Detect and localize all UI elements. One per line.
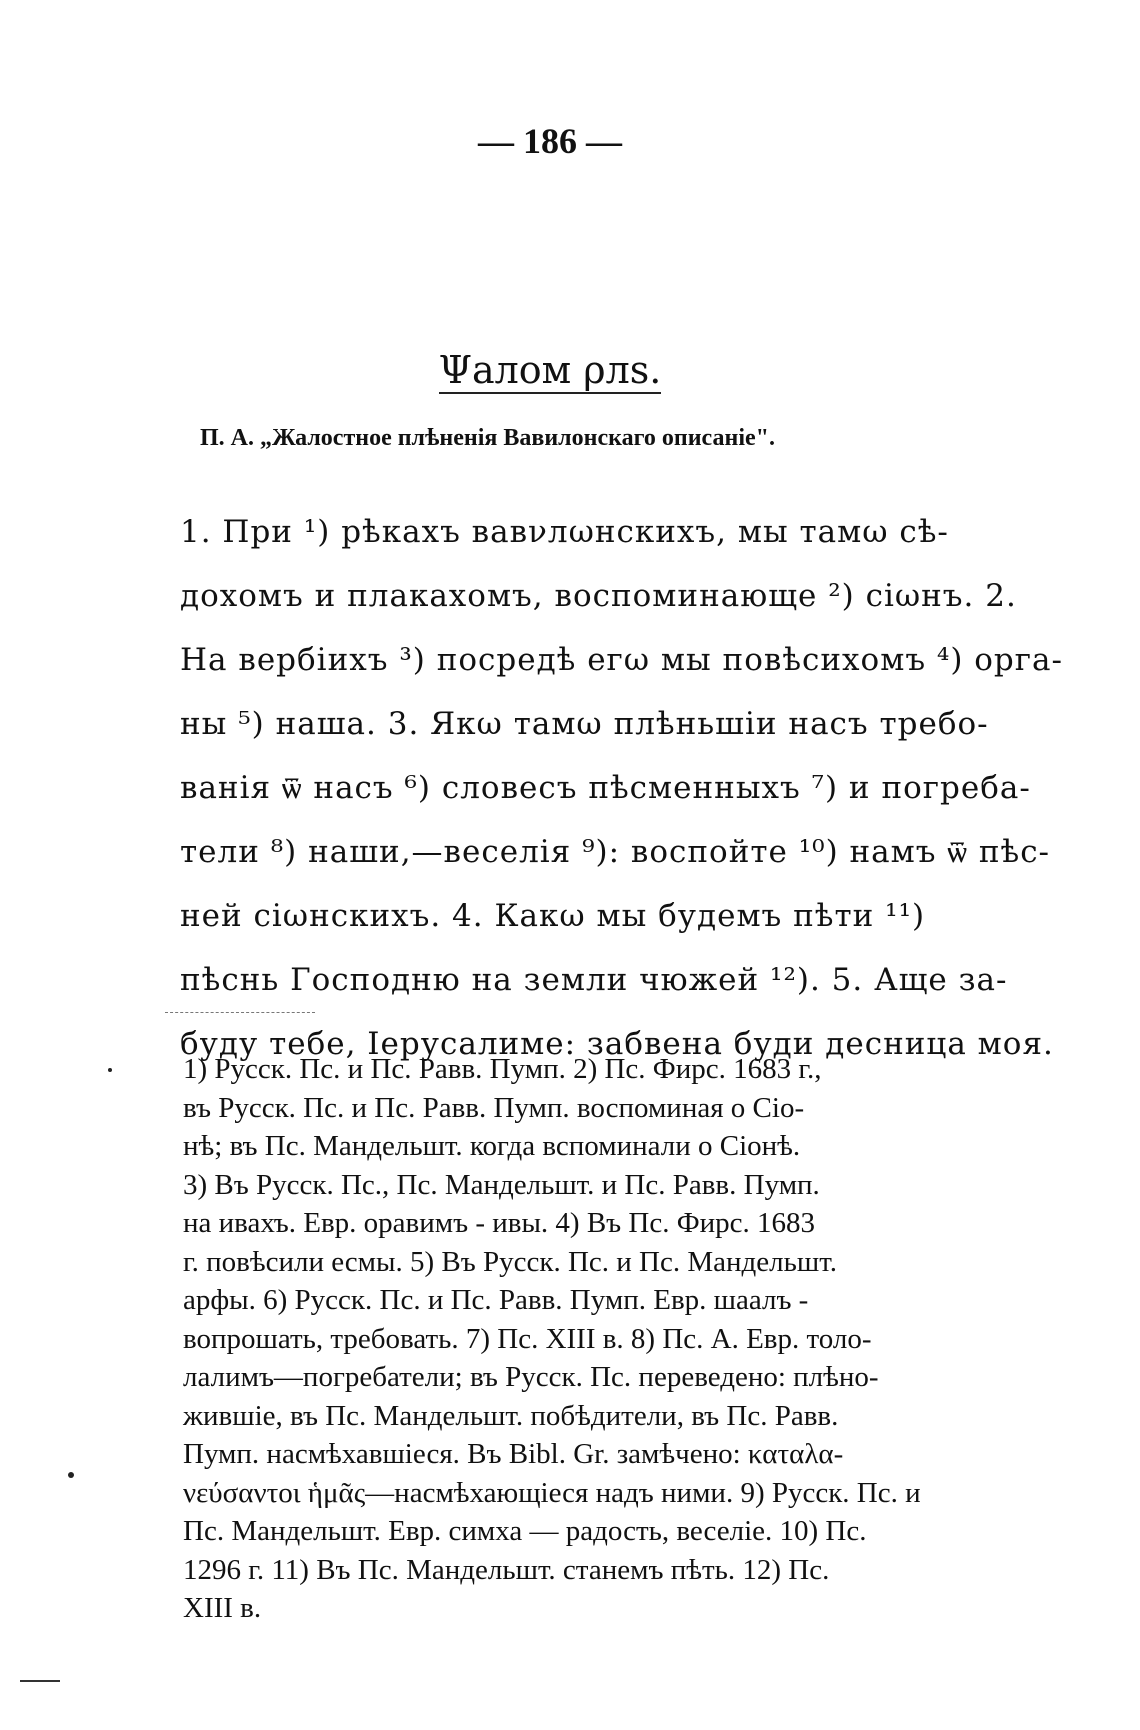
page-number: — 186 — [478, 121, 622, 161]
footnote-line: 1) Русск. Пс. и Пс. Равв. Пумп. 2) Пс. Фирс. 1683 г., [183, 1053, 822, 1085]
verse-line: тели ⁸) наши,—веселія ⁹): воспойте ¹⁰) намъ ѿ пѣс- [180, 834, 1051, 870]
verse-line: буду тебе, Іерусалиме: забвена буди десница моя. [180, 1026, 1054, 1062]
verse-line: ней сіωнскихъ. 4. Какω мы будемъ пѣти ¹¹) [180, 898, 926, 934]
psalm-subtitle: П. А. „Жалостное плѣненія Вавилонскаго описаніе". [200, 425, 775, 451]
footnote-line: вопрошать, требовать. 7) Пс. XIII в. 8) Пс. А. Евр. толо- [183, 1322, 872, 1355]
footnote-line: 1296 г. 11) Въ Пс. Мандельшт. станемъ пѣть. 12) Пс. [183, 1553, 830, 1586]
footnote-separator [165, 1012, 315, 1013]
footnote-line: νεύσαντοι ἡμᾶς—насмѣхающіеся надъ ними. 9) Русск. Пс. и [183, 1476, 921, 1509]
verse-line: 1. При ¹) рѣкахъ вавνлωнскихъ, мы тамω сѣ- [180, 514, 949, 550]
footnote-line: нѣ; въ Пс. Мандельшт. когда вспоминали о Сіонѣ. [183, 1130, 801, 1162]
footnote-line: XIII в. [183, 1592, 262, 1624]
footnote-line: жившіе, въ Пс. Мандельшт. побѣдители, въ Пс. Равв. [183, 1399, 839, 1432]
verse-line: дохомъ и плакахомъ, воспоминающе ²) сіωнъ. 2. [180, 578, 1017, 614]
psalm-title-text: Ψалом ρлѕ. [438, 348, 662, 392]
margin-dot [108, 1068, 112, 1072]
footnote-line: лалимъ—погребатели; въ Русск. Пс. переведено: плѣно- [183, 1361, 879, 1393]
footnote-line: Пс. Мандельшт. Евр. симха — радость, веселіе. 10) Пс. [183, 1515, 867, 1547]
verse-line: пѣснь Господню на земли чюжей ¹²). 5. Аще за- [180, 962, 1008, 998]
footnotes [183, 1050, 1043, 1628]
footnote-line: г. повѣсили есмы. 5) Въ Русск. Пс. и Пс. Мандельшт. [183, 1245, 837, 1278]
footnote-line: Пумп. насмѣхавшіеся. Въ Bibl. Gr. замѣчено: καταλα- [183, 1438, 844, 1470]
psalm-title [0, 348, 1100, 392]
verse-line: ванія ѿ насъ ⁶) словесъ пѣсменныхъ ⁷) и погреба- [180, 770, 1031, 806]
footnote-line: въ Русск. Пс. и Пс. Равв. Пумп. воспоминая о Сіо- [183, 1091, 805, 1124]
footnote-line: арфы. 6) Русск. Пс. и Пс. Равв. Пумп. Евр. шаалъ - [183, 1284, 809, 1316]
footnote-line: на ивахъ. Евр. оравимъ - ивы. 4) Въ Пс. Фирс. 1683 [183, 1207, 816, 1239]
verse-line: На вербіихъ ³) посредѣ егω мы повѣсихомъ ⁴) орга- [180, 642, 1063, 678]
margin-dash [20, 1680, 60, 1682]
margin-dot [68, 1472, 74, 1478]
footnote-line: 3) Въ Русск. Пс., Пс. Мандельшт. и Пс. Равв. Пумп. [183, 1168, 820, 1201]
verse-line: ны ⁵) наша. 3. Якω тамω плѣньшіи насъ требо- [180, 706, 989, 742]
psalm-verses [180, 500, 1063, 1076]
